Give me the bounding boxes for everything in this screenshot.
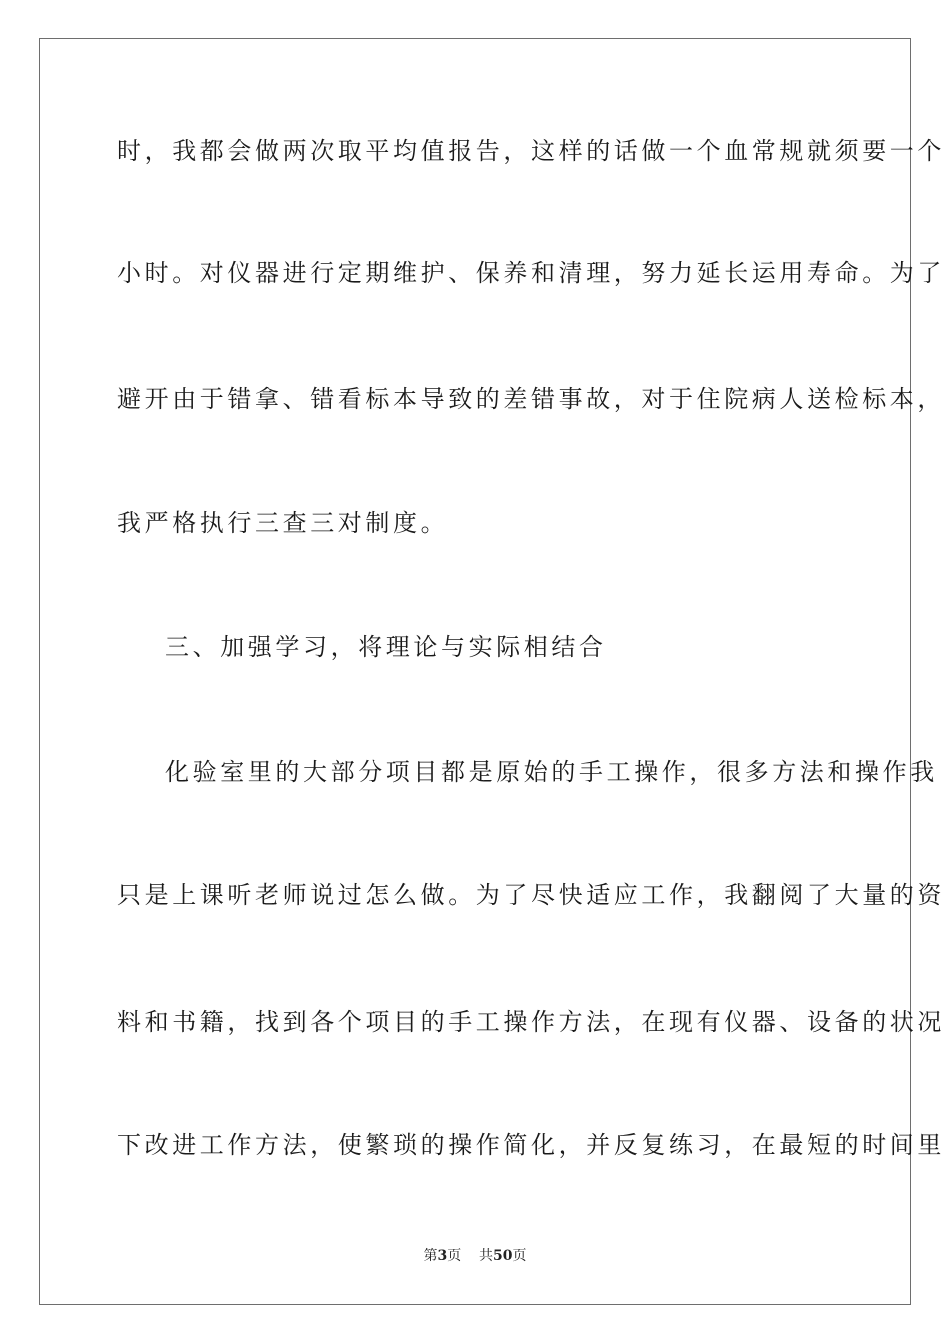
body-line-9: 下改进工作方法，使繁琐的操作简化，并反复练习，在最短的时间里 — [117, 1131, 945, 1159]
page-prefix: 第 — [423, 1248, 438, 1264]
page-current: 3 — [437, 1248, 448, 1264]
body-line-6: 化验室里的大部分项目都是原始的手工操作，很多方法和操作我 — [165, 758, 938, 786]
page-total: 50 — [493, 1248, 513, 1264]
body-line-2: 小时。对仪器进行定期维护、保养和清理，努力延长运用寿命。为了 — [117, 259, 945, 287]
body-line-4: 我严格执行三查三对制度。 — [117, 509, 449, 537]
body-line-1: 时，我都会做两次取平均值报告，这样的话做一个血常规就须要一个 — [117, 137, 945, 165]
body-line-8: 料和书籍，找到各个项目的手工操作方法，在现有仪器、设备的状况 — [117, 1008, 945, 1036]
page-suffix: 页 — [447, 1248, 462, 1264]
body-line-7: 只是上课听老师说过怎么做。为了尽快适应工作，我翻阅了大量的资 — [117, 881, 945, 909]
section-heading: 三、加强学习，将理论与实际相结合 — [165, 633, 607, 661]
body-line-3: 避开由于错拿、错看标本导致的差错事故，对于住院病人送检标本， — [117, 385, 945, 413]
page-frame — [39, 38, 911, 1305]
total-prefix: 共 — [479, 1248, 494, 1264]
page-footer — [0, 1247, 950, 1265]
total-suffix: 页 — [512, 1248, 527, 1264]
